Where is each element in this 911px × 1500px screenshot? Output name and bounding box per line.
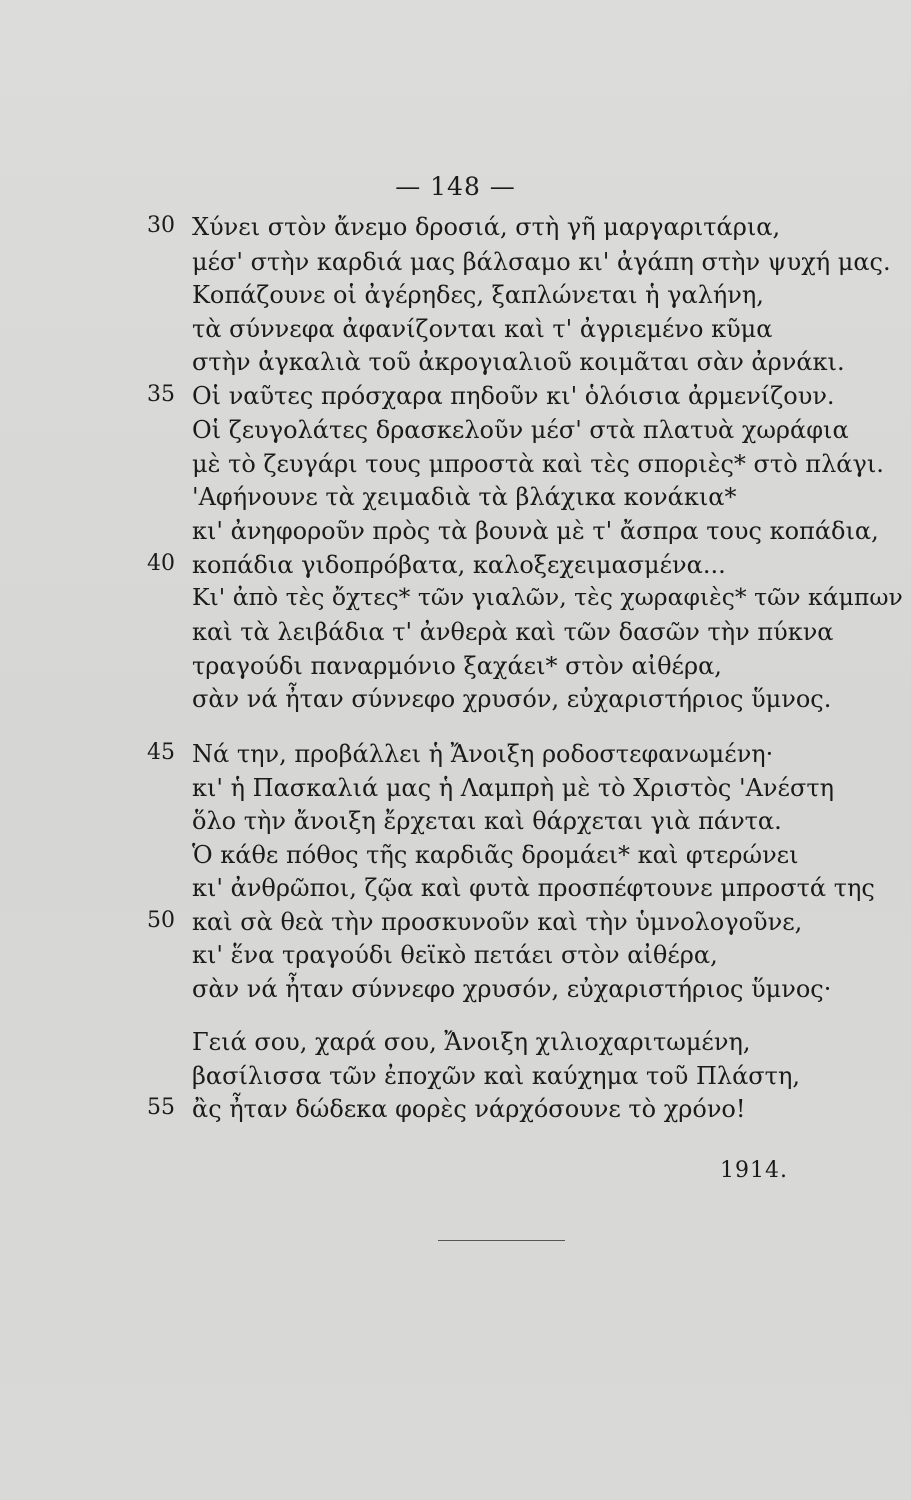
line-text: σὰν νά ἦταν σύννεφο χρυσόν, εὐχαριστήριος ὕμνος·: [192, 975, 832, 1003]
line-text: καὶ σὰ θεὰ τὴν προσκυνοῦν καὶ τὴν ὑμνολογοῦνε,: [192, 908, 803, 936]
poem-line: [192, 250, 891, 274]
line-number: 55: [147, 1095, 175, 1120]
line-text: κι' ἀνηφοροῦν πρὸς τὰ βουνὰ μὲ τ' ἄσπρα τους κοπάδια,: [192, 517, 879, 545]
line-text: βασίλισσα τῶν ἐποχῶν καὶ καύχημα τοῦ Πλάστη,: [192, 1062, 800, 1090]
line-text: Οἱ ζευγολάτες δρασκελοῦν μέσ' στὰ πλατυὰ χωράφια: [192, 416, 849, 444]
line-text: ἂς ἦταν δώδεκα φορὲς νάρχόσουνε τὸ χρόνο!: [192, 1095, 746, 1123]
line-number: 30: [147, 213, 175, 238]
line-text: Κοπάζουνε οἱ ἀγέρηδες, ξαπλώνεται ἡ γαλήνη,: [192, 281, 764, 309]
line-text: κι' ἡ Πασκαλιά μας ἡ Λαμπρὴ μὲ τὸ Χριστὸς 'Ανέστη: [192, 774, 834, 802]
line-text: τὰ σύννεφα ἀφανίζονται καὶ τ' ἀγριεμένο κῦμα: [192, 315, 773, 343]
line-number: 35: [147, 382, 175, 407]
poem-line: [192, 843, 799, 867]
line-text: κι' ἕνα τραγούδι θεϊκὸ πετάει στὸν αἰθέρα,: [192, 941, 718, 969]
poem-line: [192, 977, 831, 1001]
poem-line: [192, 654, 722, 678]
poem-line: [192, 809, 782, 833]
poem-line: [147, 551, 726, 579]
line-text: στὴν ἀγκαλιὰ τοῦ ἀκρογιαλιοῦ κοιμᾶται σὰν ἀρνάκι.: [192, 348, 845, 376]
poem-line: [192, 1064, 800, 1088]
line-text: τραγούδι παναρμόνιο ξαχάει* στὸν αἰθέρα,: [192, 652, 722, 680]
poem-line: [192, 776, 834, 800]
divider: [438, 1240, 565, 1241]
poem-line: [147, 382, 835, 410]
line-text: καὶ τὰ λειβάδια τ' ἀνθερὰ καὶ τῶν δασῶν τὴν πύκνα: [192, 618, 834, 646]
line-text: Νά την, προβάλλει ἡ Ἄνοιξη ροδοστεφανωμένη·: [192, 740, 774, 768]
line-text: Ὁ κάθε πόθος τῆς καρδιᾶς δρομάει* καὶ φτερώνει: [192, 841, 799, 869]
poem-line: [147, 213, 781, 241]
line-text: Χύνει στὸν ἄνεμο δροσιά, στὴ γῆ μαργαριτάρια,: [192, 213, 781, 241]
line-text: Κι' ἀπὸ τὲς ὄχτες* τῶν γιαλῶν, τὲς χωραφιὲς* τῶν κάμπων: [192, 583, 903, 611]
line-number: 50: [147, 908, 175, 933]
line-text: μέσ' στὴν καρδιά μας βάλσαμο κι' ἀγάπη στὴν ψυχή μας.: [192, 248, 891, 276]
poem-line: [192, 317, 772, 341]
poem-line: [147, 1095, 746, 1123]
line-text: Οἱ ναῦτες πρόσχαρα πηδοῦν κι' ὁλόισια ἀρμενίζουν.: [192, 382, 835, 410]
poem-line: [192, 687, 831, 711]
poem-line: [192, 519, 879, 543]
line-text: 'Αφήνουνε τὰ χειμαδιὰ τὰ βλάχικα κονάκια*: [192, 483, 737, 511]
poem-line: [192, 283, 764, 307]
line-text: σὰν νά ἦταν σύννεφο χρυσόν, εὐχαριστήριος ὕμνος.: [192, 685, 832, 713]
line-number: 40: [147, 551, 175, 576]
poem-date: 1914.: [720, 1158, 788, 1183]
poem-line: [192, 485, 736, 509]
line-text: κοπάδια γιδοπρόβατα, καλοξεχειμασμένα...: [192, 551, 726, 579]
poem-line: [192, 876, 875, 900]
line-text: μὲ τὸ ζευγάρι τους μπροστὰ καὶ τὲς σποριὲς* στὸ πλάγι.: [192, 450, 884, 478]
poem-line: [192, 1030, 750, 1054]
poem-line: [192, 418, 849, 442]
poem-line: [192, 452, 884, 476]
line-text: ὅλο τὴν ἄνοιξη ἔρχεται καὶ θάρχεται γιὰ πάντα.: [192, 807, 782, 835]
poem-line: [192, 350, 845, 374]
poem-line: [192, 583, 903, 611]
poem-line: [147, 740, 774, 768]
page-number: — 148 —: [395, 172, 516, 201]
poem-line: [192, 620, 834, 644]
poem-line: [192, 943, 718, 967]
line-text: κι' ἀνθρῶποι, ζῷα καὶ φυτὰ προσπέφτουνε μπροστά της: [192, 874, 875, 902]
line-number: 45: [147, 740, 175, 765]
line-text: Γειά σου, χαρά σου, Ἄνοιξη χιλιοχαριτωμένη,: [192, 1028, 751, 1056]
poem-line: [147, 908, 803, 936]
